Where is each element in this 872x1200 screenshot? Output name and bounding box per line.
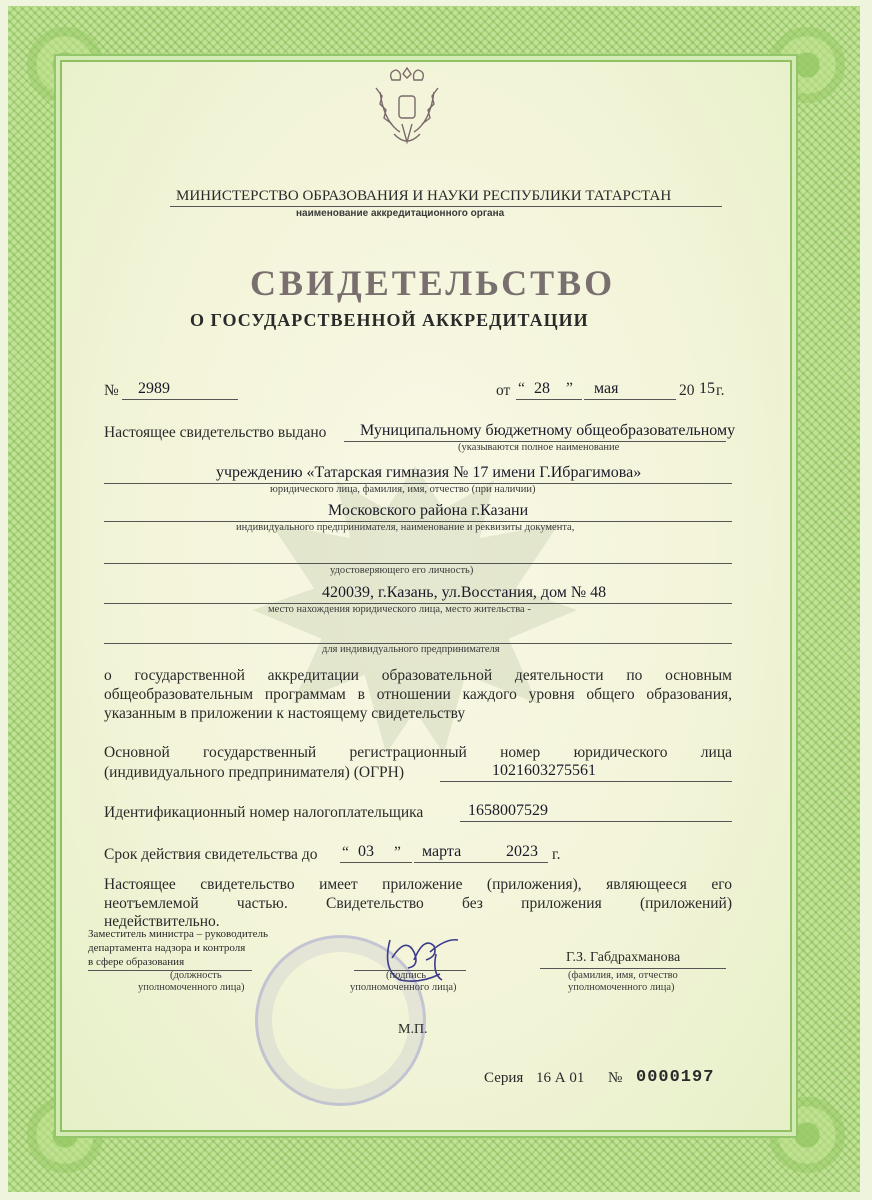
issued-label: Настоящее свидетельство выдано (104, 424, 327, 441)
year-suffix: г. (716, 382, 725, 399)
ogrn-text-line2: (индивидуального предпринимателя) (ОГРН) (104, 764, 405, 781)
series-number: 0000197 (636, 1068, 715, 1087)
date-quote-close: ” (566, 380, 573, 397)
validity-quote-close: ” (394, 844, 401, 861)
issued-to-line2: учреждению «Татарская гимназия № 17 имени Г.Ибрагимова» (216, 464, 642, 481)
organization-address: 420039, г.Казань, ул.Восстания, дом № 48 (322, 584, 607, 601)
number-underline (122, 399, 238, 400)
coat-of-arms-icon (372, 62, 442, 152)
accreditation-text-line2: общеобразовательным программам в отношении каждого уровня общего образования, (104, 686, 732, 703)
ministry-underline (170, 206, 722, 207)
ministry-caption: наименование аккредитационного органа (296, 208, 505, 219)
ministry-name: МИНИСТЕРСТВО ОБРАЗОВАНИЯ И НАУКИ РЕСПУБЛИКИ ТАТАРСТАН (176, 188, 672, 204)
issue-day: 28 (534, 380, 550, 397)
signature-caption2: уполномоченного лица) (350, 982, 457, 993)
date-quote-open: “ (518, 380, 525, 397)
name-caption2: уполномоченного лица) (568, 982, 675, 993)
signer-position-line2: департамента надзора и контроля (88, 942, 246, 954)
validity-day: 03 (358, 843, 374, 860)
signer-position-line3: в сфере образования (88, 956, 185, 968)
seal-place-label: М.П. (398, 1022, 428, 1037)
date-from-label: от (496, 382, 511, 399)
handwritten-signature (370, 930, 470, 990)
inn-underline (460, 821, 732, 822)
ogrn-text-line1: Основной государственный регистрационный номер юридического лица (104, 744, 732, 761)
validity-year: 2023 (506, 843, 538, 860)
validity-label: Срок действия свидетельства до (104, 846, 318, 863)
signature-caption1: (подпись (386, 970, 427, 981)
issued-to-line3: Московского района г.Казани (328, 502, 529, 519)
position-caption1: (должность (170, 970, 222, 981)
signer-position-line1: Заместитель министра – руководитель (88, 928, 268, 940)
signer-name: Г.З. Габдрахманова (566, 950, 681, 965)
inn-label: Идентификационный номер налогоплательщика (104, 804, 424, 821)
document-subtitle: О ГОСУДАРСТВЕННОЙ АККРЕДИТАЦИИ (190, 310, 589, 330)
appendix-text-line2: неотъемлемой частью. Свидетельство без приложения (приложений) (104, 895, 732, 912)
validity-underline (414, 862, 548, 863)
issued-caption1: (указываются полное наименование (458, 442, 620, 453)
issued-caption3: индивидуального предпринимателя, наименование и реквизиты документа, (236, 522, 575, 533)
position-caption2: уполномоченного лица) (138, 982, 245, 993)
validity-month: марта (422, 843, 462, 860)
name-caption1: (фамилия, имя, отчество (568, 970, 678, 981)
ogrn-underline (440, 781, 732, 782)
appendix-text-line1: Настоящее свидетельство имеет приложение (приложения), являющееся его (104, 876, 732, 893)
validity-quote-open: “ (342, 844, 349, 861)
validity-day-underline (340, 862, 412, 863)
year-prefix: 20 (679, 382, 695, 399)
series-label: Серия (484, 1070, 524, 1086)
accreditation-text-line3: указанным в приложении к настоящему свидетельству (104, 705, 466, 722)
inn-value: 1658007529 (468, 802, 548, 819)
document-title: СВИДЕТЕЛЬСТВО (250, 263, 616, 303)
issue-year: 15 (699, 380, 715, 397)
ogrn-value: 1021603275561 (492, 762, 596, 779)
series-value: 16 А 01 (536, 1070, 585, 1086)
series-number-label: № (608, 1070, 623, 1086)
issued-underline4 (104, 563, 732, 564)
name-underline (540, 968, 726, 969)
number-label: № (104, 382, 119, 399)
address-caption2: для индивидуального предпринимателя (322, 644, 500, 655)
issued-caption4: удостоверяющего его личность) (330, 565, 474, 576)
issued-to-line1: Муниципальному бюджетному общеобразовательному (360, 422, 736, 439)
validity-suffix: г. (552, 846, 561, 863)
certificate-number: 2989 (138, 380, 170, 397)
address-caption: место нахождения юридического лица, место жительства - (268, 604, 531, 615)
accreditation-text-line1: о государственной аккредитации образовательной деятельности по основным (104, 667, 732, 684)
issued-caption2: юридического лица, фамилия, имя, отчество (при наличии) (270, 484, 536, 495)
day-underline (516, 399, 582, 400)
month-underline (584, 399, 676, 400)
issue-month: мая (594, 380, 619, 397)
appendix-text-line3: недействительно. (104, 913, 220, 930)
